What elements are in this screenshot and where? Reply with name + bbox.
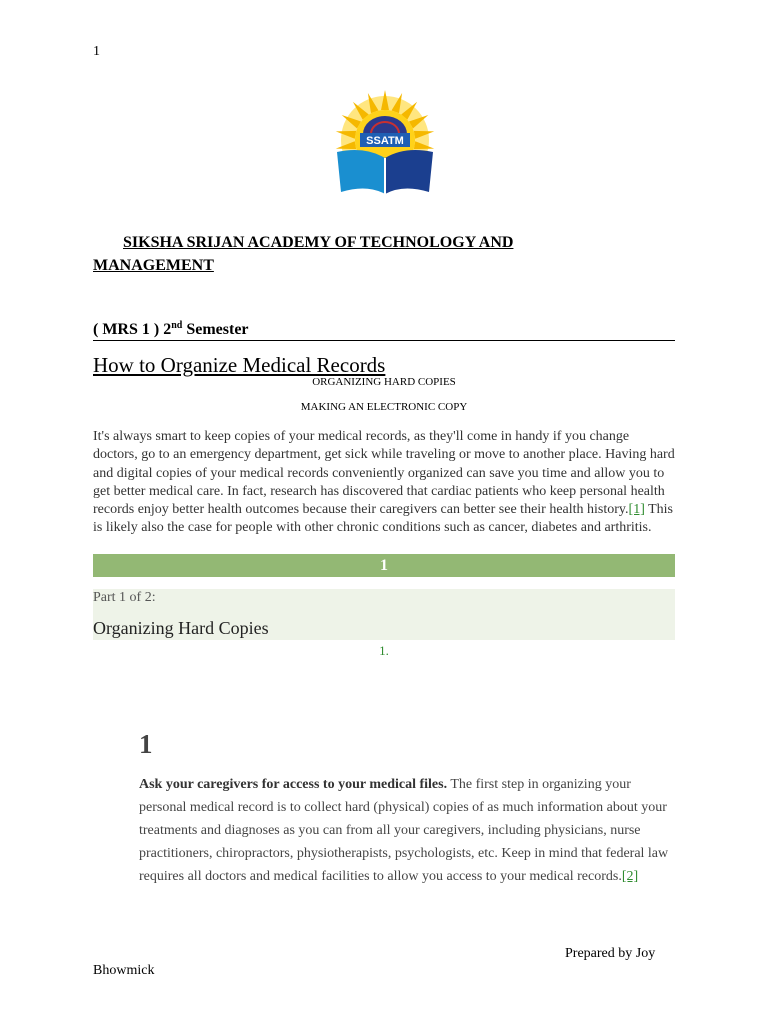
document-title: How to Organize Medical Records xyxy=(93,353,386,377)
semester-ordinal: nd xyxy=(171,320,183,331)
step-text: The first step in organizing your personal medical record is to collect hard (physical) copies of as much information about your treatments and diagnoses as you can from all your caregivers, including physicians, nurse practitioners, chiropractors, physiotherapists, psychologists, etc. Keep in mind that federal law requires all doctors and medical facilities to allow you access to your medical records. xyxy=(139,777,669,884)
step-lead: Ask your caregivers for access to your medical files. xyxy=(139,777,448,792)
toc-item-organizing-hard-copies[interactable]: ORGANIZING HARD COPIES xyxy=(312,376,456,388)
part-label: Part 1 of 2: xyxy=(93,590,156,605)
semester-heading xyxy=(93,321,675,341)
prepared-by-line2: Bhowmick xyxy=(93,963,155,978)
step-number: 1 xyxy=(139,729,153,759)
semester-suffix: Semester xyxy=(182,321,249,338)
page-number: 1 xyxy=(93,44,100,59)
semester-prefix: ( MRS 1 ) 2 xyxy=(93,321,172,338)
section-number-bar: 1 xyxy=(93,554,675,577)
intro-text-end: This is likely also the case for people with other chronic conditions such as cancer, diabetes and arthritis. xyxy=(93,502,673,536)
reference-link-2[interactable]: [2] xyxy=(621,869,639,884)
institution-name-line2: MANAGEMENT xyxy=(93,257,214,274)
institution-name-line1: SIKSHA SRIJAN ACADEMY OF TECHNOLOGY AND xyxy=(123,234,514,251)
ssatm-logo xyxy=(313,88,458,200)
logo-text: SSATM xyxy=(366,135,404,147)
list-number: 1. xyxy=(379,643,389,658)
toc-item-electronic-copy[interactable]: MAKING AN ELECTRONIC COPY xyxy=(300,401,468,413)
prepared-by-line1: Prepared by Joy xyxy=(565,946,656,961)
intro-paragraph xyxy=(93,428,675,538)
part-heading: Organizing Hard Copies xyxy=(93,618,269,638)
intro-text: It's always smart to keep copies of your medical records, as they'll come in handy if you change doctors, go to an emergency department, get sick while traveling or move to another place. Having hard and digital copies of your medical records conveniently organized can save you time and allow you to get better medical care. In fact, research has discovered that cardiac patients who keep personal health records enjoy better health outcomes because their caregivers can better see their health history. xyxy=(93,429,675,518)
step-paragraph xyxy=(139,773,675,888)
part-header xyxy=(93,589,675,640)
reference-link-1[interactable]: [1] xyxy=(628,502,645,518)
